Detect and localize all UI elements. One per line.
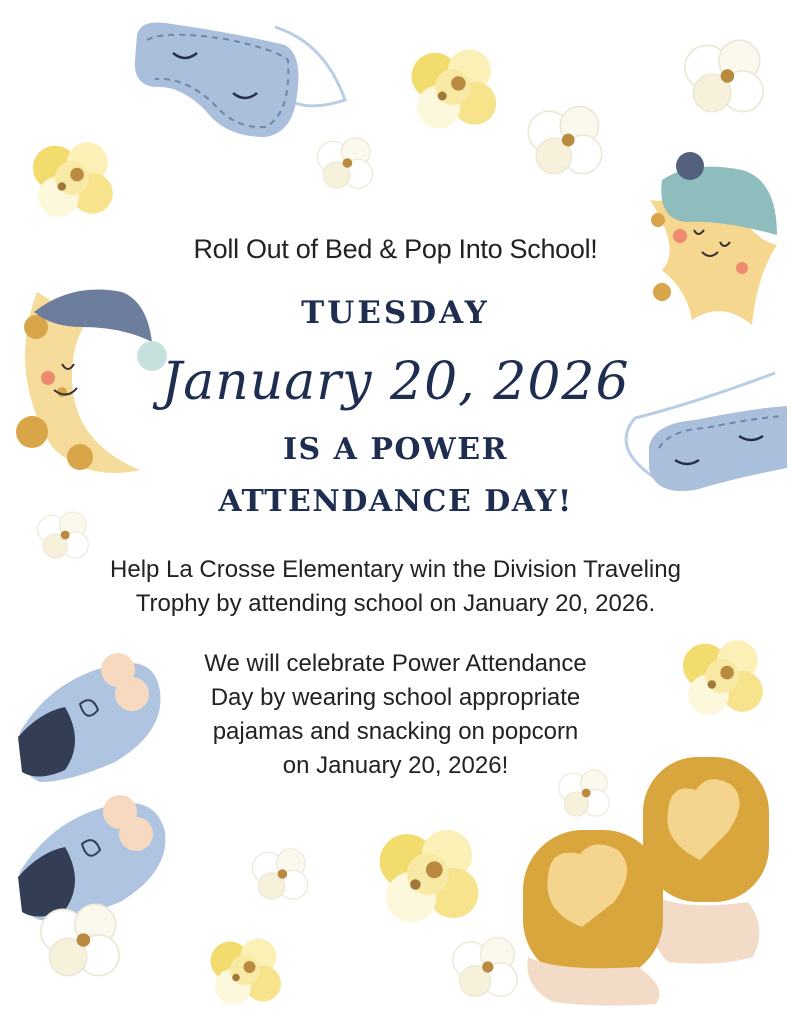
event-date: January 20, 2026 — [161, 352, 630, 412]
paragraph-2-line-1: We will celebrate Power Attendance — [204, 650, 587, 677]
paragraph-1-line-2: Trophy by attending school on January 20, 2026. — [135, 590, 656, 617]
popcorn-icon — [245, 842, 315, 907]
popcorn-icon — [672, 36, 777, 116]
popcorn-icon — [448, 922, 523, 1012]
popcorn-icon — [22, 130, 122, 225]
headline-line-2: ATTENDANCE DAY! — [218, 484, 573, 519]
paragraph-1-line-1: Help La Crosse Elementary win the Division Traveling — [110, 556, 681, 583]
popcorn-icon — [405, 32, 500, 142]
day-name: TUESDAY — [301, 295, 490, 331]
paragraph-2-line-3: pajamas and snacking on popcorn — [212, 718, 579, 745]
paragraph-2-line-2: Day by wearing school appropriate — [210, 684, 581, 711]
popcorn-icon — [200, 928, 290, 1013]
popcorn-icon — [28, 900, 133, 980]
popcorn-icon — [515, 92, 615, 187]
popcorn-icon — [310, 128, 380, 198]
paragraph-2-line-4: on January 20, 2026! — [282, 752, 509, 779]
headline-line-1: IS A POWER — [282, 432, 509, 467]
popcorn-icon — [368, 812, 488, 937]
tagline: Roll Out of Bed & Pop Into School! — [193, 234, 598, 264]
